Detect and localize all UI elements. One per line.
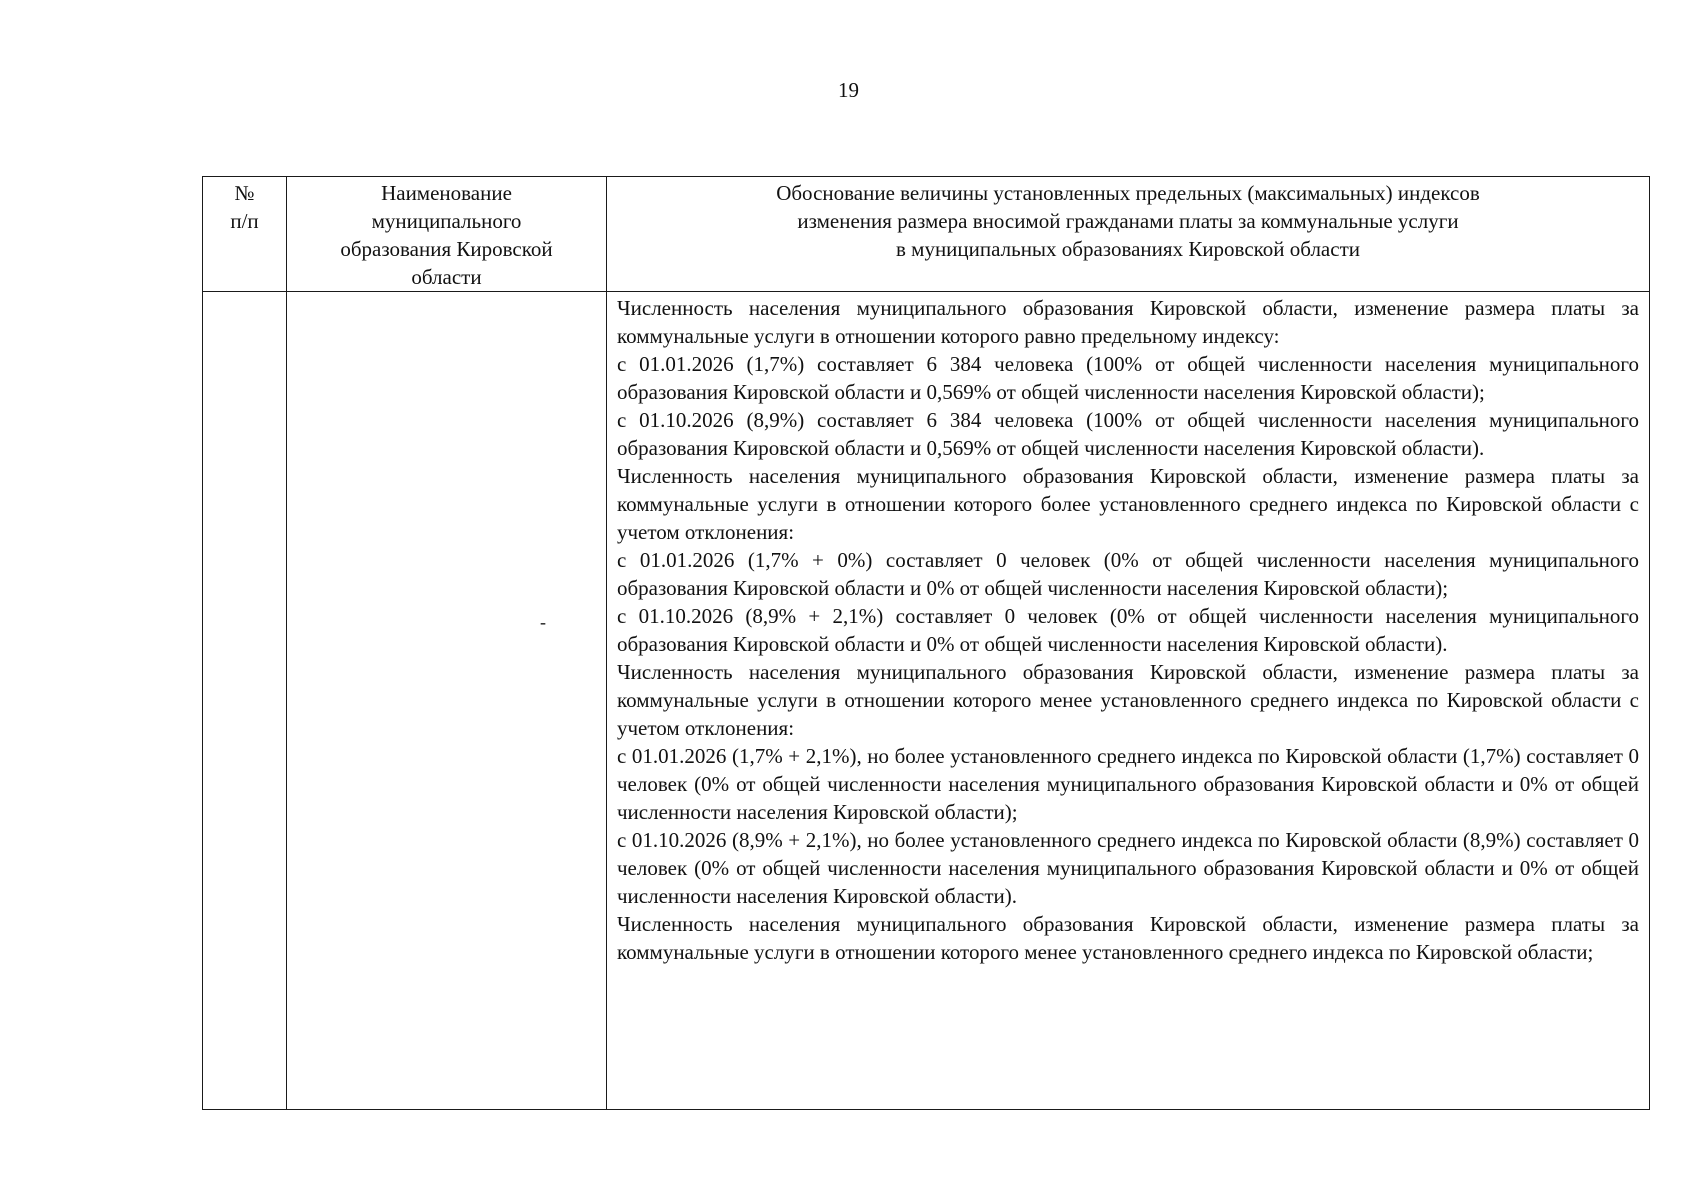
justification-table (202, 176, 1650, 1110)
header-justification-line: изменения размера вносимой гражданами платы за коммунальные услуги (797, 209, 1459, 233)
justification-paragraph: с 01.10.2026 (8,9%) составляет 6 384 человека (100% от общей численности населения муниципального образования Кировской области и 0,569% от общей численности населения Кировской области). (617, 408, 1639, 460)
page-number: 19 (838, 78, 859, 102)
justification-paragraph: с 01.01.2026 (1,7%) составляет 6 384 человека (100% от общей численности населения муниципального образования Кировской области и 0,569% от общей численности населения Кировской области); (617, 352, 1639, 404)
row-number-cell (203, 292, 287, 1110)
justification-paragraph: с 01.01.2026 (1,7% + 0%) составляет 0 человек (0% от общей численности населения муниципального образования Кировской области и 0% от общей численности населения Кировской области); (617, 548, 1639, 600)
header-municipality (287, 177, 607, 292)
table-row (203, 292, 1650, 1110)
header-municipality-line: Наименование (381, 181, 512, 205)
justification-paragraph: с 01.10.2026 (8,9% + 2,1%), но более установленного среднего индекса по Кировской области (8,9%) составляет 0 человек (0% от общей численности населения муниципального образования Кировской области и 0% от общей численности населения Кировской области). (617, 828, 1639, 908)
justification-paragraph: с 01.10.2026 (8,9% + 2,1%) составляет 0 человек (0% от общей численности населения муниципального образования Кировской области и 0% от общей численности населения Кировской области). (617, 604, 1639, 656)
justification-paragraph: Численность населения муниципального образования Кировской области, изменение размера платы за коммунальные услуги в отношении которого менее установленного среднего индекса по Кировской области; (617, 912, 1639, 964)
header-municipality-line: образования Кировской (340, 237, 553, 261)
header-justification-line: в муниципальных образованиях Кировской области (895, 237, 1360, 261)
justification-paragraph: Численность населения муниципального образования Кировской области, изменение размера платы за коммунальные услуги в отношении которого менее установленного среднего индекса по Кировской области с учетом отклонения: (617, 660, 1639, 740)
row-municipality-cell (287, 292, 607, 1110)
header-municipality-line: муниципального (371, 209, 522, 233)
header-number-line: № (234, 181, 255, 205)
municipality-dash: - (540, 612, 546, 632)
table-header-row (203, 177, 1650, 292)
justification-paragraph: Численность населения муниципального образования Кировской области, изменение размера платы за коммунальные услуги в отношении которого равно предельному индексу: (617, 296, 1639, 348)
header-justification-line: Обоснование величины установленных предельных (максимальных) индексов (776, 181, 1480, 205)
header-municipality-line: области (411, 265, 482, 289)
header-number-line: п/п (230, 209, 259, 233)
header-justification (607, 177, 1650, 292)
header-number (203, 177, 287, 292)
justification-paragraph: Численность населения муниципального образования Кировской области, изменение размера платы за коммунальные услуги в отношении которого более установленного среднего индекса по Кировской области с учетом отклонения: (617, 464, 1639, 544)
row-justification-cell (607, 292, 1650, 1110)
justification-paragraph: с 01.01.2026 (1,7% + 2,1%), но более установленного среднего индекса по Кировской области (1,7%) составляет 0 человек (0% от общей численности населения муниципального образования Кировской области и 0% от общей численности населения Кировской области); (617, 744, 1639, 824)
